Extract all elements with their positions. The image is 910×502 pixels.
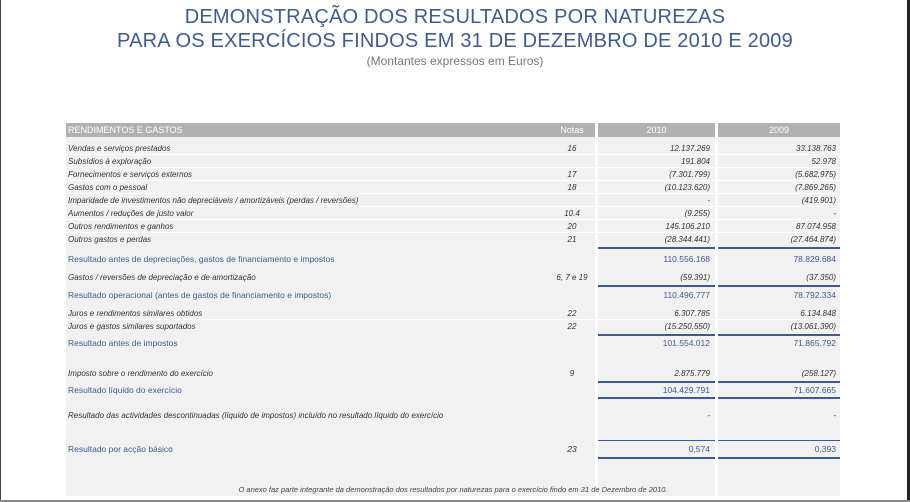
row-value-2009: (7.869.265) [795, 183, 836, 192]
row-note: 22 [567, 309, 577, 318]
row-note: 17 [567, 170, 577, 179]
row-note: 9 [569, 369, 575, 378]
row-label: Outros rendimentos e ganhos [68, 222, 174, 231]
row-label: Aumentos / reduções de justo valor [68, 209, 194, 218]
table-row [66, 307, 840, 320]
subtotal-rule [598, 334, 715, 336]
total-rule [598, 397, 715, 399]
separator-rule [718, 440, 840, 441]
subtotal-rule [718, 381, 840, 383]
subtotal-row [66, 337, 840, 350]
row-value-2009: 87.074.958 [795, 222, 836, 231]
row-note: 10.4 [564, 209, 580, 218]
table-row [66, 409, 840, 422]
row-value-2009: (419.901) [801, 196, 836, 205]
row-note: 16 [567, 144, 577, 153]
row-label: Imposto sobre o rendimento do exercício [68, 369, 213, 378]
row-label: Gastos / reversões de depreciação e de amortização [68, 273, 256, 282]
row-note: 23 [567, 444, 577, 454]
row-value-2009: 33.138.763 [795, 144, 836, 153]
row-value-2010: - [707, 411, 710, 420]
row-label: Vendas e serviços prestados [68, 144, 171, 153]
row-value-2009: 71.607.665 [793, 385, 836, 395]
row-label: Juros e rendimentos similares obtidos [68, 309, 203, 318]
table-row [66, 181, 840, 194]
table-row [66, 168, 840, 181]
row-value-2010: 0,574 [688, 444, 710, 454]
row-value-2009: 0,393 [814, 444, 836, 454]
row-note: 21 [567, 235, 577, 244]
row-label: Gastos com o pessoal [68, 183, 148, 192]
total-rule [718, 397, 840, 399]
row-note: 20 [567, 222, 577, 231]
title-line-1: DEMONSTRAÇÃO DOS RESULTADOS POR NATUREZAS [184, 6, 726, 28]
table-row [66, 155, 840, 168]
separator-rule [598, 440, 715, 441]
subtotal-row [66, 253, 840, 266]
subtotal-rule [718, 285, 840, 287]
row-value-2009: (13.061.390) [790, 322, 836, 331]
header-notes: Notas [549, 123, 595, 137]
header-label: RENDIMENTOS E GASTOS [66, 123, 551, 137]
row-value-2009: 52.978 [811, 157, 836, 166]
row-value-2009: (37.350) [806, 273, 836, 282]
page-border-left [0, 0, 1, 502]
row-value-2009: (5.682.975) [795, 170, 836, 179]
table-row [66, 194, 840, 207]
row-value-2010: (10.123.620) [664, 183, 710, 192]
row-label: Outros gastos e perdas [68, 235, 152, 244]
row-label: Resultado líquido do exercício [68, 385, 182, 395]
row-value-2009: (258.127) [801, 369, 836, 378]
row-label: Resultado antes de depreciações, gastos de financiamento e impostos [68, 254, 335, 264]
table-row [66, 207, 840, 220]
row-label: Resultado das actividades descontinuadas (líquido de impostos) incluído no resultado líquido do exercício [68, 411, 444, 420]
row-note: 6, 7 e 19 [556, 273, 588, 282]
header-2010: 2010 [598, 123, 715, 137]
subtotal-rule [598, 285, 715, 287]
subtotal-rule [598, 247, 715, 249]
row-value-2010: (28.344.441) [664, 235, 710, 244]
table-row [66, 320, 840, 333]
total-rule [598, 457, 715, 459]
row-value-2009: 78.829.684 [793, 254, 836, 264]
table-row [66, 367, 840, 380]
total-rule [718, 457, 840, 459]
row-label: Resultado por acção básico [68, 444, 173, 454]
subtotal-rule [718, 334, 840, 336]
row-value-2010: 2.875.779 [674, 369, 710, 378]
subtotal-rule [718, 247, 840, 249]
subtitle: (Montantes expressos em Euros) [366, 54, 544, 68]
row-label: Resultado antes de impostos [68, 338, 178, 348]
row-note: 18 [567, 183, 577, 192]
row-value-2010: 12.137.269 [669, 144, 710, 153]
table-row [66, 220, 840, 233]
table-row [66, 271, 840, 284]
row-value-2009: 78.792.334 [793, 290, 836, 300]
row-value-2009: - [833, 411, 836, 420]
row-value-2010: - [707, 196, 710, 205]
net-income-row [66, 384, 840, 397]
row-label: Juros e gastos similares suportados [68, 322, 196, 331]
income-statement-table [66, 123, 840, 496]
row-value-2010: 101.554.012 [662, 338, 710, 348]
row-label: Subsídios à exploração [68, 157, 152, 166]
row-note: 22 [567, 322, 577, 331]
footnote: O anexo faz parte integrante da demonstração dos resultados por naturezas para o exercício findo em 31 de Dezembro de 2010. [238, 485, 668, 494]
title-line-2: PARA OS EXERCÍCIOS FINDOS EM 31 DE DEZEMBRO DE 2010 E 2009 [117, 30, 793, 52]
row-value-2009: 71.865.792 [793, 338, 836, 348]
row-value-2010: (15.250.550) [664, 322, 710, 331]
row-value-2010: 104.429.791 [662, 385, 710, 395]
row-value-2010: 191.804 [681, 157, 710, 166]
eps-row [66, 443, 840, 456]
row-label: Imparidade de investimentos não depreciáveis / amortizáveis (perdas / reversões) [68, 196, 359, 205]
row-value-2009: 6.134.848 [800, 309, 836, 318]
row-value-2010: 110.556.168 [663, 254, 710, 264]
row-value-2010: (9.255) [684, 209, 710, 218]
row-value-2010: 110.496.777 [663, 290, 710, 300]
row-value-2010: (7.301.799) [669, 170, 710, 179]
row-value-2009: (27.464.874) [790, 235, 836, 244]
row-value-2010: 145.106.210 [665, 222, 710, 231]
table-row [66, 142, 840, 155]
row-label: Resultado operacional (antes de gastos de financiamento e impostos) [68, 290, 332, 300]
row-value-2010: 6.307.785 [674, 309, 710, 318]
row-value-2010: (59.391) [680, 273, 710, 282]
table-row [66, 233, 840, 246]
subtotal-rule [598, 381, 715, 383]
subtotal-row [66, 289, 840, 302]
header-2009: 2009 [718, 123, 840, 137]
row-label: Fornecimentos e serviços externos [68, 170, 193, 179]
row-value-2009: - [833, 209, 836, 218]
